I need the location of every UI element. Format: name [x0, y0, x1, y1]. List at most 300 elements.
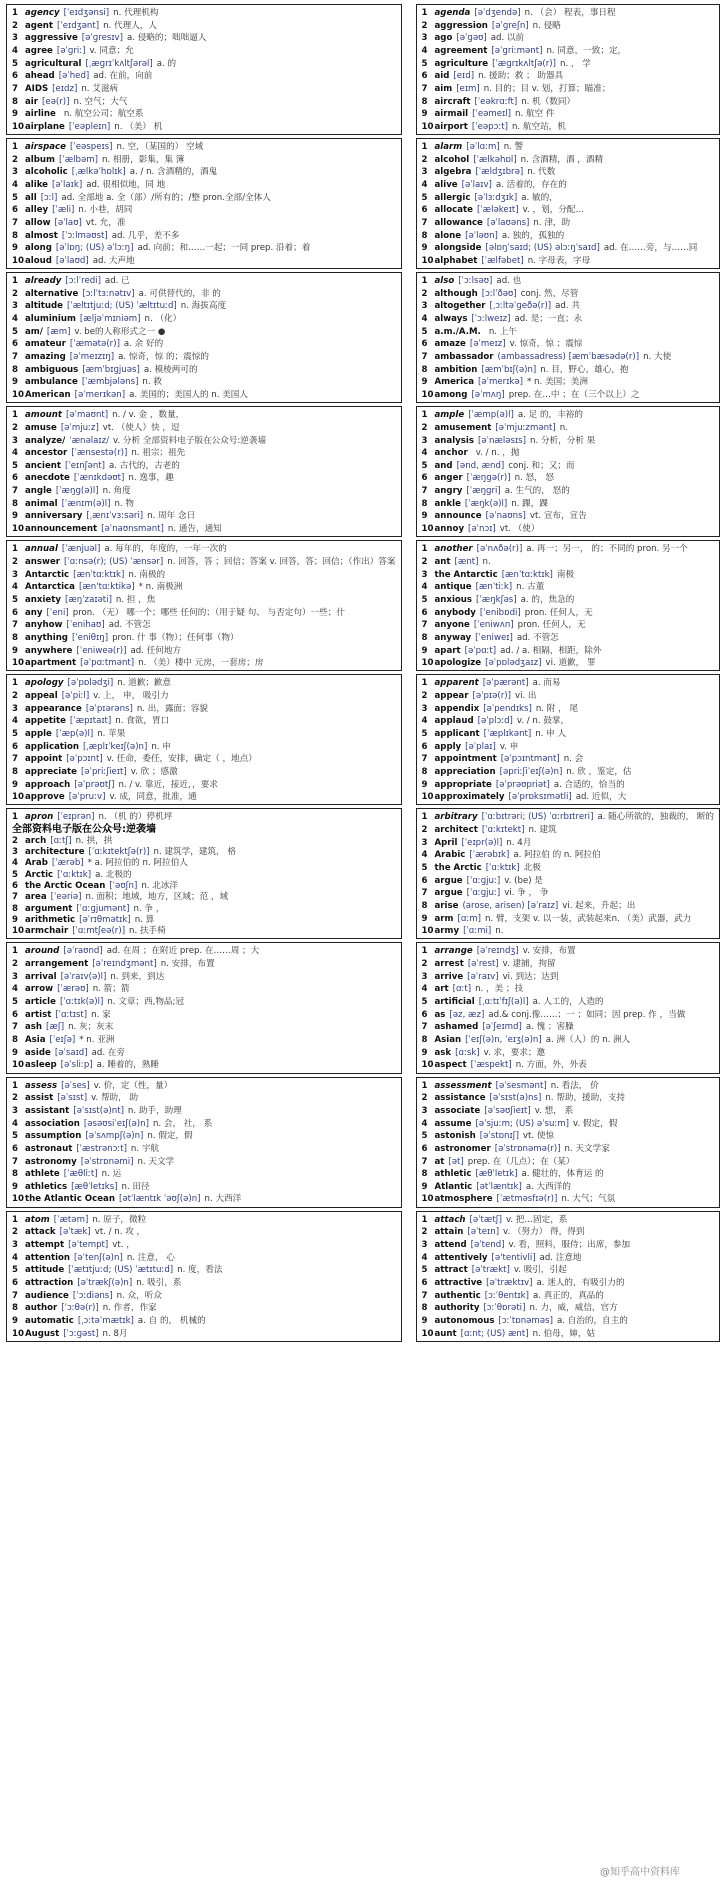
headword: and: [434, 460, 453, 471]
phonetic: [ænˈtɑːktɪk]: [73, 569, 125, 580]
headword: altitude: [25, 301, 64, 312]
vocab-entry: [12, 1081, 396, 1091]
phonetic: [əˈʃeɪmd]: [482, 1022, 522, 1033]
vocab-entry: [12, 473, 396, 483]
vocab-entry: [422, 59, 715, 69]
entry-number: 5: [12, 594, 18, 605]
definition: n. 臂，支架 v. 以一装，武装起来n. （美）武器，武力: [484, 913, 692, 924]
phonetic: [ˈɑːɡjumənt]: [76, 903, 130, 914]
vocab-entry: [12, 1240, 396, 1250]
entry-number: 1: [421, 142, 428, 153]
headword: airplane: [25, 121, 65, 132]
definition: n. 侵略: [532, 20, 561, 31]
vocab-entry: [422, 926, 715, 936]
definition: n. 伯母，婶，姑: [532, 1328, 596, 1339]
vocab-entry: [422, 33, 715, 43]
headword: assessment: [434, 1080, 492, 1091]
vocab-entry: [422, 218, 715, 228]
phonetic: [əˈpɒlədʒaɪz]: [485, 658, 542, 669]
definition: n. 家: [91, 1009, 111, 1020]
vocab-entry: [12, 646, 396, 656]
headword: article: [25, 997, 56, 1008]
vocab-card: [6, 674, 402, 805]
vocab-entry: [422, 122, 715, 132]
phonetic: (arose, arisen) [əˈraɪz]: [462, 901, 559, 912]
entry-number: 5: [12, 58, 18, 69]
definition: n. 运: [101, 1169, 122, 1180]
headword: Arab: [25, 858, 48, 869]
vocab-entry: [422, 812, 715, 822]
phonetic: [ˈɔːlsəʊ]: [458, 276, 493, 287]
phonetic: [əˈsɪst(ə)nt]: [73, 1105, 124, 1116]
entry-number: 4: [421, 45, 428, 56]
phonetic: [əˈlaɪv]: [461, 180, 492, 191]
vocab-entry: [12, 557, 396, 567]
entry-number: 8: [12, 364, 18, 375]
entry-number: 7: [421, 218, 428, 228]
headword: answer: [25, 556, 61, 567]
definition: n. 建筑学，建筑， 格: [153, 847, 236, 858]
headword: astonish: [434, 1131, 476, 1142]
definition: n. 警: [503, 142, 524, 153]
phonetic: [ˈɔːθə(r)]: [61, 1303, 99, 1314]
definition: pron. 什 事（物）；任何事（物）: [112, 632, 239, 643]
headword: athletics: [25, 1181, 68, 1192]
headword: amuse: [25, 422, 57, 433]
headword: alive: [434, 180, 458, 191]
headword: arrival: [25, 971, 57, 982]
headword: amazing: [25, 352, 66, 363]
vocab-entry: [12, 365, 396, 375]
headword: amusement: [434, 422, 492, 433]
vocab-entry: [12, 915, 396, 925]
entry-number: 1: [12, 1214, 18, 1225]
vocab-entry: [422, 901, 715, 911]
vocab-entry: [12, 984, 396, 994]
vocab-entry: [422, 863, 715, 873]
phonetic: [əˈpendɪks]: [483, 703, 532, 714]
entry-number: 7: [421, 486, 428, 497]
headword: aunt: [434, 1328, 457, 1339]
vocab-entry: [12, 1303, 396, 1313]
phonetic: [ˌɑːtɪˈfɪʃ(ə)l]: [478, 997, 529, 1008]
vocab-entry: [422, 289, 715, 299]
phonetic: [əˈɡəʊ]: [456, 33, 487, 44]
vocab-card: [6, 406, 402, 537]
entry-number: 4: [421, 582, 428, 593]
vocab-entry: [422, 193, 715, 203]
headword: aloud: [25, 255, 52, 266]
vocab-entry: [422, 544, 715, 554]
definition: n. 目，野心，雄心，抱: [540, 364, 629, 375]
phonetic: [ˈælkəhɒl]: [473, 154, 517, 165]
vocab-entry: [422, 1048, 715, 1058]
vocab-entry: [422, 984, 715, 994]
definition: pron. （无） 哪一个；哪些 任何的；（用于疑 句、 与否定句）一些；什: [72, 607, 345, 618]
vocab-entry: [422, 8, 715, 18]
vocab-entry: [12, 633, 396, 643]
vocab-entry: [12, 1316, 396, 1326]
phonetic: [ˈɑːɡjuː]: [466, 875, 501, 886]
entry-number: 2: [421, 422, 428, 433]
headword: astronomy: [25, 1156, 77, 1167]
entry-number: 5: [12, 997, 18, 1008]
definition: n. 字母表，字母: [527, 255, 591, 266]
vocab-entry: [422, 243, 715, 253]
definition: n. 道歉；歉意: [117, 678, 172, 689]
phonetic: [ˈældʒɪbrə]: [475, 167, 524, 178]
definition: n. 帮助，援助，支持: [545, 1093, 626, 1104]
definition: v. 把…固定，系: [505, 1214, 568, 1225]
entry-number: 7: [421, 352, 428, 363]
phonetic: [əˈtætʃ]: [469, 1214, 502, 1225]
vocab-entry: [422, 595, 715, 605]
vocab-card: [6, 942, 402, 1073]
vocab-entry: [12, 410, 396, 420]
definition: n. 力，威，威信，官方: [529, 1303, 618, 1314]
headword: America: [434, 377, 475, 388]
entry-number: 9: [421, 377, 428, 388]
headword: among: [434, 390, 468, 401]
headword: allocate: [434, 205, 473, 216]
entry-number: 1: [421, 8, 428, 18]
headword: airport: [434, 121, 468, 132]
entry-number: 10: [12, 926, 24, 937]
headword: agree: [25, 45, 53, 56]
phonetic: [əˈtrækʃ(ə)n]: [77, 1277, 133, 1288]
phonetic: [əˈlɑːm]: [466, 142, 500, 153]
headword: assess: [25, 1080, 58, 1091]
phonetic: [ˈæmətə(r)]: [69, 339, 120, 350]
phonetic: [əpriːʃiˈeɪʃ(ə)n]: [499, 766, 563, 777]
entry-number: 9: [421, 779, 428, 790]
headword: art: [434, 984, 449, 995]
vocab-entry: [422, 1157, 715, 1167]
entry-number: 4: [12, 180, 18, 191]
vocab-entry: [422, 1278, 715, 1288]
headword: arise: [434, 901, 459, 912]
phonetic: [eɪm]: [456, 83, 480, 94]
entry-number: 10: [12, 121, 24, 132]
phonetic: [ˌænɪˈvɜːsəri]: [86, 511, 144, 522]
entry-number: 3: [421, 569, 428, 580]
entry-number: 9: [421, 109, 428, 120]
headword: argue: [434, 888, 463, 899]
vocab-entry: [422, 620, 715, 630]
entry-number: 2: [421, 20, 428, 31]
headword: ashamed: [434, 1022, 479, 1033]
vocab-entry: [12, 754, 396, 764]
vocab-entry: [12, 904, 396, 914]
vocab-entry: [422, 21, 715, 31]
entry-number: 4: [421, 716, 428, 727]
definition: v. (be) 是: [504, 875, 543, 886]
vocab-entry: [422, 46, 715, 56]
headword: around: [25, 946, 60, 957]
vocab-entry: [12, 1278, 396, 1288]
headword: April: [434, 837, 458, 848]
phonetic: [ˈælfəbet]: [481, 255, 524, 266]
entry-number: 5: [421, 1265, 428, 1276]
vocab-entry: [422, 1060, 715, 1070]
entry-number: 8: [12, 903, 18, 914]
vocab-entry: [12, 423, 396, 433]
vocab-entry: [422, 1093, 715, 1103]
headword: ambulance: [25, 377, 78, 388]
entry-number: 5: [421, 997, 428, 1008]
entry-number: 1: [421, 946, 428, 957]
entry-number: 5: [12, 728, 18, 739]
entry-number: 8: [421, 632, 428, 643]
entry-number: 9: [421, 1047, 428, 1058]
phonetic: [æmˈbɪɡjuəs]: [82, 364, 140, 375]
phonetic: [ˈeɪdʒənsi]: [63, 8, 110, 18]
phonetic: [ˈɑːkɪtekt]: [481, 825, 525, 836]
definition: ad. 几乎，差不多: [111, 230, 180, 241]
definition: n. 大使: [643, 352, 672, 363]
phonetic: [əˈmerɪkə]: [478, 377, 524, 388]
phonetic: [ˈæŋɡə(r)]: [466, 473, 511, 484]
entry-number: 7: [12, 620, 18, 631]
headword: appropriate: [434, 779, 492, 790]
phonetic: [ˈeniθɪŋ]: [71, 632, 109, 643]
phonetic: [əˈpærənt]: [482, 678, 529, 689]
phonetic: [əˈtrækt]: [471, 1265, 510, 1276]
vocab-entry: [422, 972, 715, 982]
phonetic: [ɑːt]: [452, 984, 472, 995]
headword: altogether: [434, 301, 486, 312]
headword: aside: [25, 1047, 51, 1058]
definition: v. 价，定（性，量）: [93, 1080, 173, 1091]
entry-number: 1: [421, 1214, 428, 1225]
entry-number: 3: [12, 167, 18, 178]
phonetic: [əˈnɔɪ]: [468, 524, 496, 535]
definition: a. 而易: [532, 678, 561, 689]
definition: n. 同意，一致；定，: [546, 45, 627, 56]
definition: n. 众，听众: [116, 1290, 162, 1301]
entry-number: 6: [421, 1009, 428, 1020]
entry-number: 4: [12, 45, 18, 56]
phonetic: [ˈælbəm]: [58, 154, 98, 165]
headword: August: [25, 1328, 60, 1339]
phonetic: [əˈpɒlədʒi]: [67, 678, 114, 689]
headword: agenda: [434, 8, 471, 18]
headword: although: [434, 288, 478, 299]
vocab-entry: [12, 1131, 396, 1141]
phonetic: [ˈeɪʃ(ə)n, ˈeɪʒ(ə)n]: [465, 1035, 542, 1046]
phonetic: [əˈɡreʃn]: [491, 20, 529, 31]
vocab-entry: [422, 792, 715, 802]
entry-number: 8: [421, 1035, 428, 1046]
definition: a. 侵略的；咄咄逼人: [126, 33, 207, 44]
entry-number: 3: [12, 301, 18, 312]
vocab-entry: [422, 524, 715, 534]
vocab-entry: [12, 390, 396, 400]
phonetic: [əˈpɑːt]: [464, 645, 497, 656]
vocab-card: [416, 4, 720, 135]
vocab-entry: [12, 180, 396, 190]
headword: alley: [25, 205, 49, 216]
definition: n. 航空公司；航空系: [63, 109, 144, 120]
phonetic: [ənd, ænd]: [456, 460, 505, 471]
definition: a. 古代的，古老的: [109, 460, 180, 471]
definition: n. 周年 念日: [147, 511, 196, 522]
definition: vi. 起来，升起；出: [562, 901, 636, 912]
phonetic: [ˈæli]: [52, 205, 75, 216]
phonetic: [ˈærəbɪk]: [469, 850, 510, 861]
headword: the Arctic Ocean: [25, 881, 106, 892]
entry-number: 9: [12, 779, 18, 790]
vocab-entry: [12, 486, 396, 496]
headword: alternative: [25, 288, 79, 299]
headword: association: [25, 1118, 80, 1129]
headword: attach: [434, 1214, 466, 1225]
entry-number: 6: [421, 205, 428, 216]
definition: a. 可供替代的，非 的: [138, 288, 221, 299]
phonetic: [ˈeəmeɪl]: [472, 109, 512, 120]
vocab-entry: [12, 301, 396, 311]
definition: n. 原子，微粒: [92, 1214, 147, 1225]
definition: n. 申: [151, 741, 171, 752]
vocab-entry: [12, 352, 396, 362]
definition: vt. 允，准: [85, 218, 126, 228]
vocab-entry: [422, 1169, 715, 1179]
phonetic: [eɪd]: [453, 71, 475, 82]
entry-number: 2: [421, 1227, 428, 1238]
headword: AIDS: [25, 83, 49, 94]
headword: appreciate: [25, 766, 77, 777]
definition: n. 大气；气氛: [561, 1194, 616, 1205]
definition: v. 帮助， 助: [91, 1093, 139, 1104]
headword: apart: [434, 645, 461, 656]
definition: n. 灰；灰末: [68, 1022, 114, 1033]
entry-number: 6: [421, 741, 428, 752]
headword: the Antarctic: [434, 569, 498, 580]
vocab-entry: [422, 608, 715, 618]
definition: n. 度，看法: [177, 1265, 223, 1276]
headword: applaud: [434, 716, 474, 727]
entry-number: 5: [12, 192, 18, 203]
entry-number: 8: [421, 96, 428, 107]
vocab-entry: [422, 646, 715, 656]
headword: a.m./A.M.: [434, 326, 481, 337]
definition: n. 面积；地域，地方，区域；范 ，域: [85, 892, 229, 903]
phonetic: [ɔːlˈðəʊ]: [481, 288, 517, 299]
phonetic: [əˈɡresɪv]: [81, 33, 123, 44]
definition: v. 逮捕，拘留: [502, 959, 556, 970]
entry-number: 6: [12, 1009, 18, 1020]
entry-number: 3: [12, 569, 18, 580]
definition: n. 物: [114, 498, 134, 509]
phonetic: [ə'tentivli]: [491, 1252, 536, 1263]
headword: attain: [434, 1227, 464, 1238]
entry-number: 9: [421, 243, 428, 254]
headword: album: [25, 154, 55, 165]
vocab-entry: [12, 892, 396, 902]
entry-number: 4: [12, 1118, 18, 1129]
definition: n. 代理人，人: [103, 20, 157, 31]
definition: vi. 争 ， 争: [504, 888, 549, 899]
definition: a. 阿拉伯 的 n. 阿拉伯: [513, 850, 601, 861]
entry-number: 5: [421, 192, 428, 203]
headword: Arabic: [434, 850, 466, 861]
vocab-entry: [422, 167, 715, 177]
entry-number: 5: [421, 326, 428, 337]
entry-number: 8: [421, 364, 428, 375]
phonetic: [ˈænɪkdəʊt]: [73, 473, 125, 484]
headword: appear: [434, 691, 469, 701]
definition: n.: [559, 422, 568, 433]
entry-number: 9: [12, 914, 18, 925]
entry-number: 3: [12, 847, 18, 858]
definition: n. 南极的: [128, 569, 166, 580]
vocab-entry: [12, 678, 396, 688]
vocab-entry: [422, 71, 715, 81]
definition: n. 大西洋: [204, 1194, 242, 1205]
vocab-entry: [12, 780, 396, 790]
phonetic: [əˈsɪst(ə)ns]: [489, 1093, 542, 1104]
phonetic: [æθˈletɪks]: [71, 1181, 118, 1192]
phonetic: [ˌɔːtəˈmætɪk]: [77, 1315, 134, 1326]
headword: Antarctic: [25, 569, 70, 580]
headword: atmosphere: [434, 1194, 493, 1205]
vocab-entry: [422, 97, 715, 107]
definition: ad. 全部地 a. 全（部）/所有的；/整 pron.全部/全体人: [61, 192, 271, 203]
headword: announce: [434, 511, 482, 522]
phonetic: [ænˈtiːk]: [475, 582, 513, 593]
headword: another: [434, 544, 473, 555]
vocab-entry: [422, 780, 715, 790]
phonetic: [ˈætəm]: [53, 1214, 89, 1225]
headword: atom: [25, 1214, 50, 1225]
headword: agriculture: [434, 58, 489, 69]
phonetic: [əˈstrɒnəmə(r)]: [494, 1143, 561, 1154]
headword: ago: [434, 33, 453, 44]
phonetic: [əˈlaʊ]: [54, 218, 82, 228]
headword: as: [434, 1009, 446, 1020]
headword: any: [25, 607, 43, 618]
headword: assume: [434, 1118, 472, 1129]
vocab-entry: [422, 1303, 715, 1313]
phonetic: [əˈpɑːtmənt]: [80, 658, 135, 669]
definition: vt. 使惊: [522, 1131, 555, 1142]
vocab-entry: [422, 742, 715, 752]
headword: artificial: [434, 997, 475, 1008]
definition: n. 代理机构: [113, 8, 159, 18]
definition: v. 成，同意，批准，通: [109, 792, 197, 803]
headword: Arctic: [25, 869, 54, 880]
phonetic: (ambassadress) [æmˈbæsədə(r)]: [497, 352, 640, 363]
vocab-entry: [422, 1240, 715, 1250]
phonetic: [əˈsaɪd]: [54, 1047, 88, 1058]
entry-number: 1: [421, 1080, 428, 1091]
vocab-entry: [12, 1060, 396, 1070]
entry-number: 6: [421, 875, 428, 886]
definition: a. 活着的，存在的: [495, 180, 567, 191]
phonetic: [eɪdz]: [52, 83, 78, 94]
vocab-entry: [12, 1265, 396, 1275]
vocab-entry: [12, 21, 396, 31]
vocab-entry: [12, 926, 396, 936]
entry-number: 5: [421, 728, 428, 739]
entry-number: 3: [421, 435, 428, 446]
entry-number: 1: [421, 678, 428, 689]
definition: a. 美国的；美国人的 n. 美国人: [129, 390, 248, 401]
phonetic: [ˈætɪtjuːd; (US) ˈætɪtuːd]: [68, 1265, 174, 1276]
headword: Antarctica: [25, 582, 75, 593]
vocab-entry: [422, 1253, 715, 1263]
vocab-card: [6, 138, 402, 269]
